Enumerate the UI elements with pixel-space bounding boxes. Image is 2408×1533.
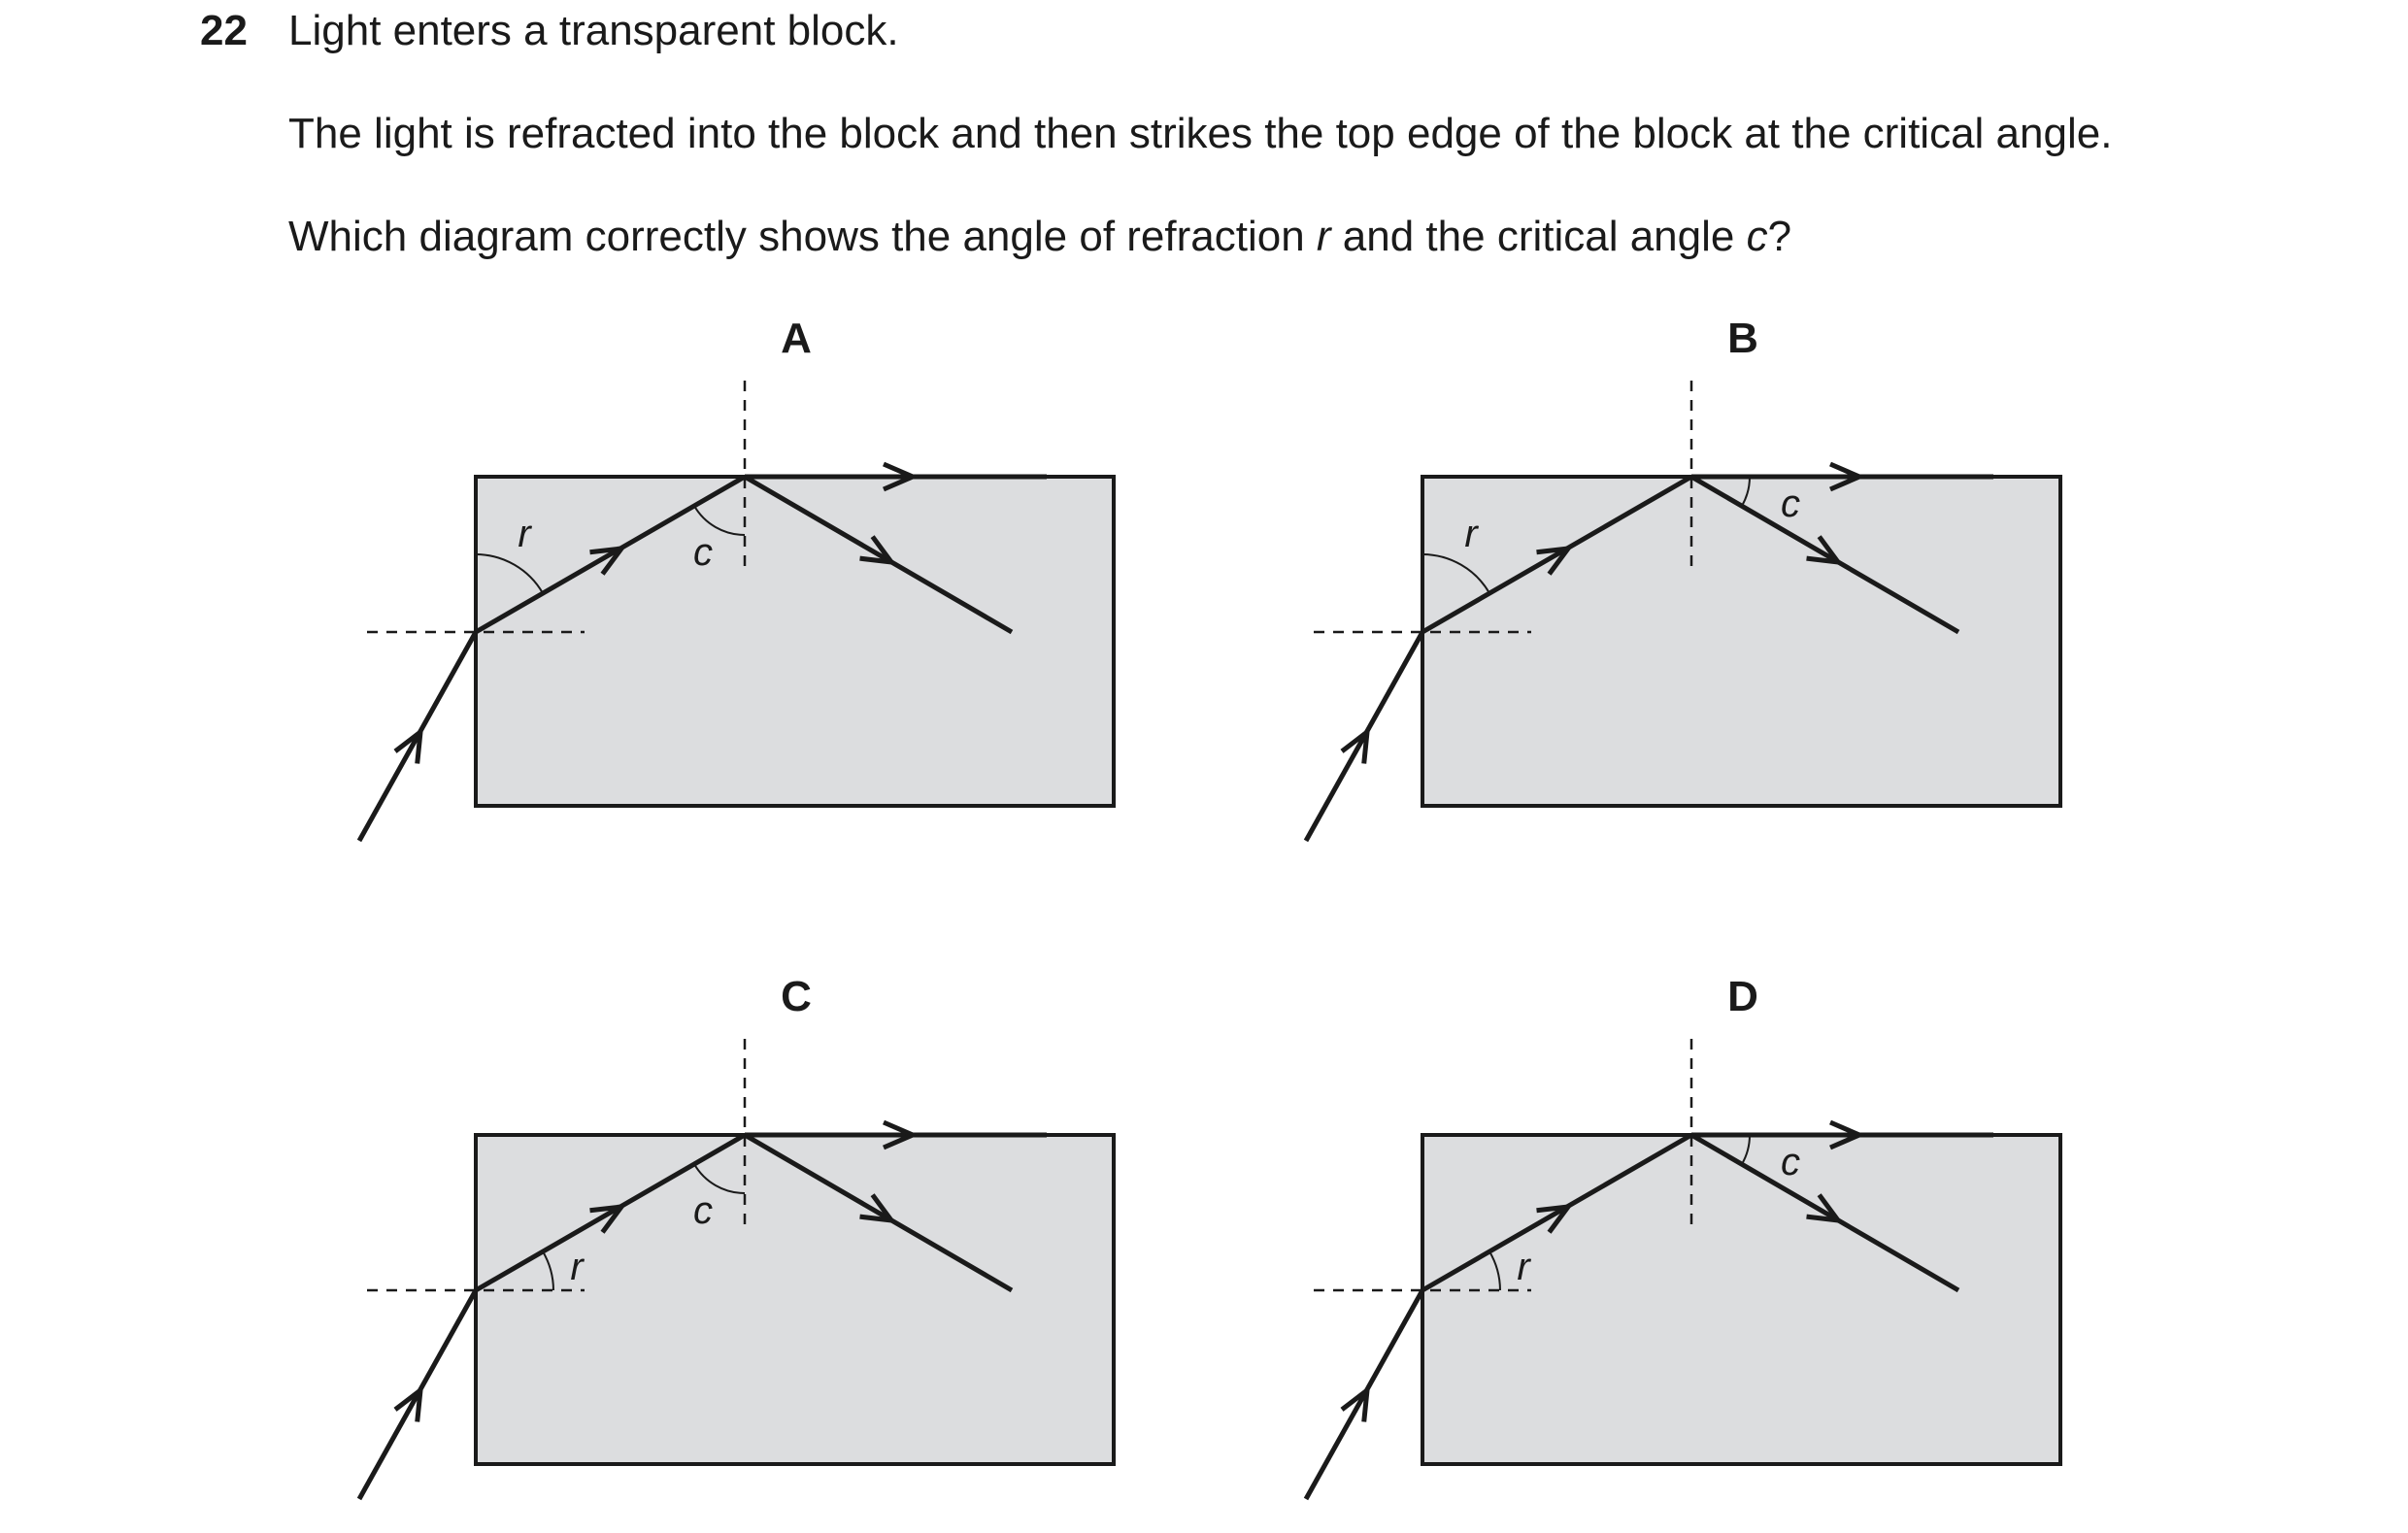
angle-c-label: c: [693, 531, 713, 574]
option-label: B: [1727, 315, 1758, 362]
angle-r-label: r: [1517, 1246, 1530, 1288]
option-label: A: [781, 315, 812, 362]
angle-c-label: c: [693, 1189, 713, 1232]
question-stem: Light enters a transparent block.: [288, 7, 899, 54]
transparent-block: [1422, 477, 2060, 806]
symbol-r: r: [1316, 213, 1331, 260]
option-label: C: [781, 973, 812, 1020]
angle-r-label: r: [570, 1246, 584, 1288]
angle-r-label: r: [518, 513, 531, 555]
transparent-block: [476, 1135, 1114, 1464]
prompt-text-end: ?: [1767, 213, 1792, 260]
angle-c-label: c: [1781, 1141, 1800, 1183]
transparent-block: [1422, 1135, 2060, 1464]
option-a-diagram: [359, 315, 1114, 841]
incident-arrow-icon: [1342, 732, 1367, 764]
option-b-diagram: [1306, 315, 2060, 841]
symbol-c: c: [1746, 213, 1768, 260]
prompt-text-middle: and the critical angle: [1330, 213, 1747, 260]
incident-arrow-icon: [1342, 1390, 1367, 1422]
option-d-diagram: [1306, 973, 2060, 1499]
option-c-diagram: [359, 973, 1114, 1499]
question-number: 22: [200, 7, 248, 54]
prompt-text-start: Which diagram correctly shows the angle of refraction: [288, 213, 1317, 260]
angle-r-label: r: [1464, 513, 1478, 555]
angle-c-label: c: [1781, 483, 1800, 525]
option-label: D: [1727, 973, 1758, 1020]
question-context: The light is refracted into the block and then strikes the top edge of the block at the critical angle.: [288, 110, 2113, 157]
incident-arrow-icon: [395, 1390, 420, 1422]
transparent-block: [476, 477, 1114, 806]
incident-arrow-icon: [395, 732, 420, 764]
